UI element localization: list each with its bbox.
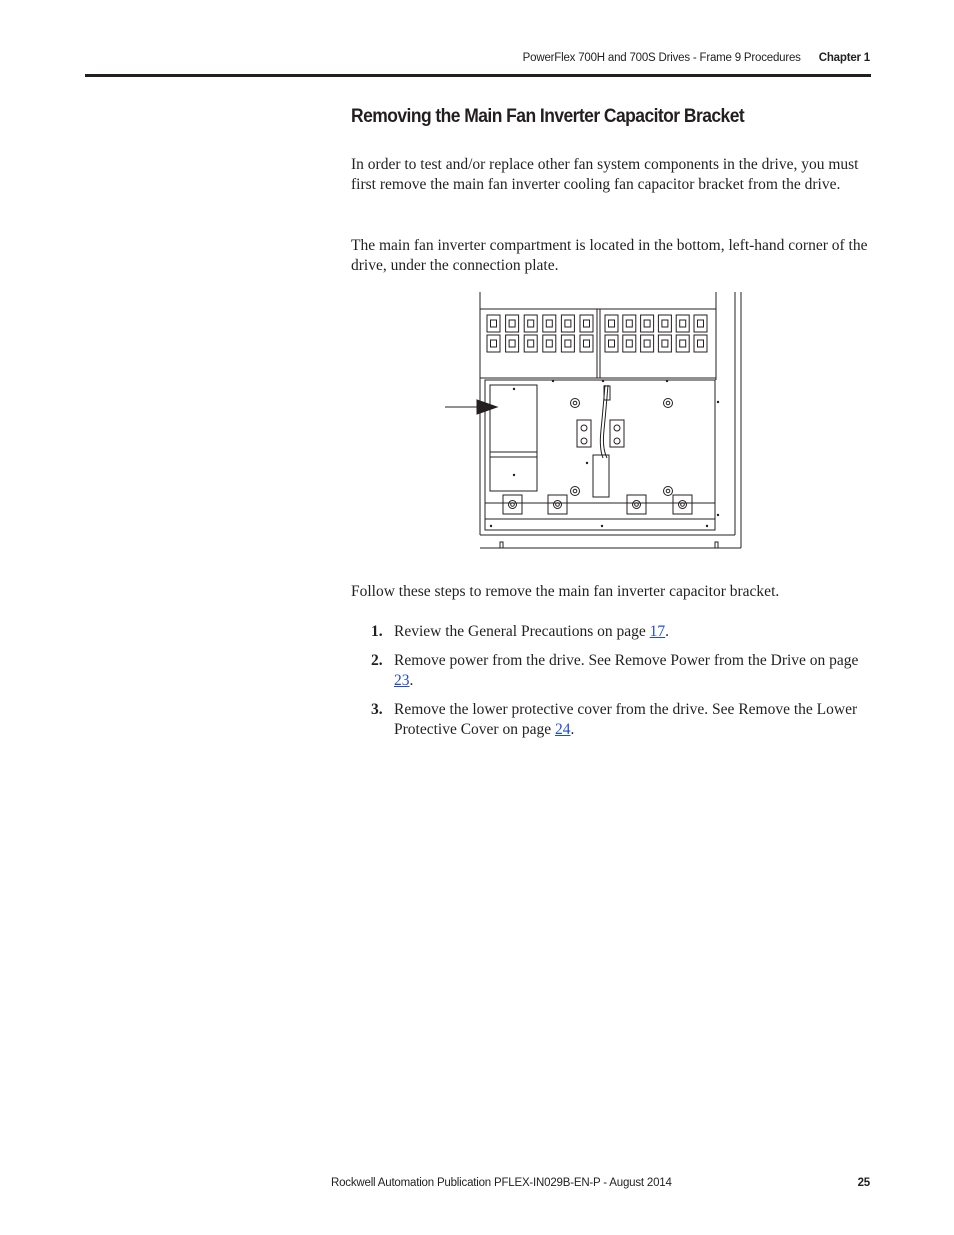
step-number: 3.: [371, 701, 383, 718]
section-title: Removing the Main Fan Inverter Capacitor Bracket: [351, 106, 745, 127]
publication-id: Rockwell Automation Publication PFLEX-IN029B-EN-P - August 2014: [331, 1177, 672, 1189]
drive-compartment-diagram: [445, 290, 745, 552]
page-link[interactable]: 24: [554, 721, 571, 738]
running-header: [523, 52, 870, 64]
step-text: Remove the lower protective cover from the drive. See Remove the Lower Protective Cover on page: [394, 701, 858, 738]
procedure-steps: [371, 622, 871, 749]
step-item: [371, 700, 871, 740]
header-rule: [85, 74, 871, 77]
step-punct: .: [570, 721, 575, 738]
header-chapter: Chapter 1: [818, 52, 870, 64]
page-link[interactable]: 17: [649, 623, 666, 640]
step-item: [371, 651, 871, 691]
page-link[interactable]: 23: [394, 672, 410, 689]
step-punct: .: [409, 672, 414, 689]
step-item: [371, 622, 871, 642]
step-number: 2.: [371, 652, 383, 669]
step-text: Review the General Precautions on page: [394, 623, 650, 640]
steps-intro-paragraph: Follow these steps to remove the main fan inverter capacitor bracket.: [351, 583, 780, 600]
location-paragraph: The main fan inverter compartment is located in the bottom, left-hand corner of the drive, under the connection plate.: [351, 237, 868, 274]
header-title: PowerFlex 700H and 700S Drives - Frame 9 Procedures: [522, 52, 801, 64]
step-text: Remove power from the drive. See Remove Power from the Drive on page: [394, 652, 859, 669]
step-punct: .: [665, 623, 670, 640]
step-number: 1.: [371, 623, 383, 640]
intro-paragraph: In order to test and/or replace other fan system components in the drive, you must first remove the main fan inverter cooling fan capacitor bracket from the drive.: [351, 156, 859, 193]
page-number: 25: [857, 1177, 870, 1189]
